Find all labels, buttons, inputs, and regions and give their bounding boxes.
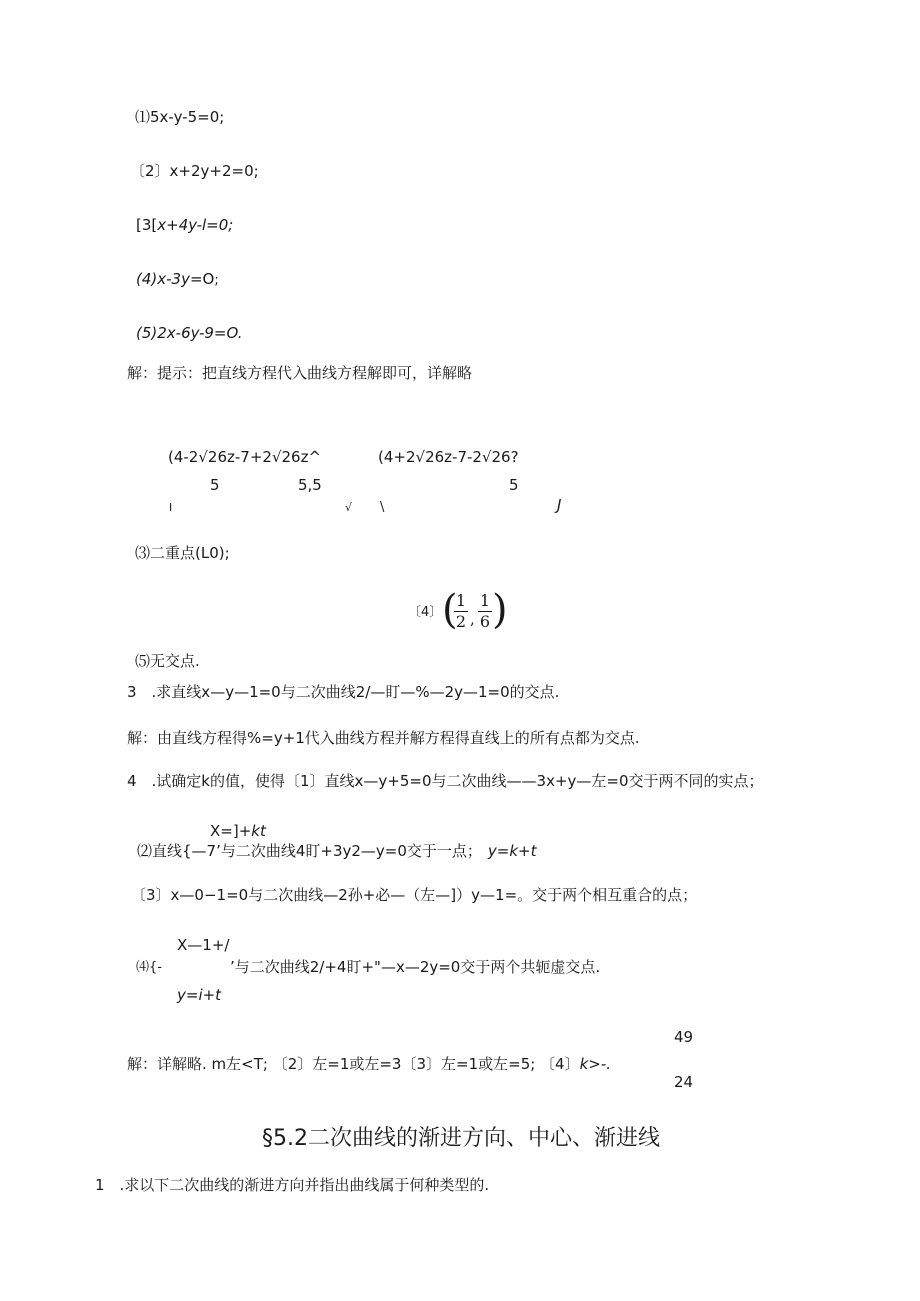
point-right: (4+2√26z-7-2√26? <box>378 448 519 466</box>
fraction-2-numerator: 1 <box>479 591 491 610</box>
section-title: §5.2二次曲线的渐进方向、中心、渐进线 <box>262 1126 660 1151</box>
fragment-j: J <box>557 496 562 514</box>
answer-4 <box>127 1057 611 1072</box>
fraction-2-denominator: 6 <box>479 611 491 631</box>
denominator-c: 5 <box>509 476 519 494</box>
q4-4-top: X—1+/ <box>177 936 230 954</box>
eq-4-body: (4)x-3y <box>136 270 190 288</box>
q4-4-bottom: y=i+t <box>177 986 222 1004</box>
fraction-1-numerator: 1 <box>455 591 467 610</box>
question-1: 1 .求以下二次曲线的渐进方向并指出曲线属于何种类型的. <box>95 1176 490 1194</box>
q4-2 <box>137 844 537 859</box>
paren-left: ( <box>442 587 458 633</box>
solution-1: 解：提示：把直线方程代入曲线方程解即可，详解略 <box>127 364 473 382</box>
answer-4-text: 解：详解略. m左<T; 〔2〕左=1或左=3〔3〕左=1或左=5; 〔4〕 <box>127 1055 580 1073</box>
q4-2-italic: y=k+t <box>487 842 537 860</box>
answer-numerator: 49 <box>674 1028 694 1046</box>
result-3: ⑶二重点(L0); <box>135 544 230 562</box>
fraction-2 <box>478 592 492 630</box>
fraction-1-denominator: 2 <box>455 611 467 631</box>
denominator-a: 5 <box>210 476 220 494</box>
eq-3-body: x+4y-l=0; <box>157 216 234 234</box>
q4-2-text: ⑵直线{—7’与二次曲线4盯+3y2—y=0交于一点； <box>137 842 482 860</box>
solution-3: 解：由直线方程得%=y+1代入曲线方程并解方程得直线上的所有点都为交点. <box>127 729 640 747</box>
eq-4-end: ; <box>214 273 219 288</box>
question-3: 3 .求直线x—y—1=0与二次曲线2/—盯—%—2y—1=0的交点. <box>127 683 560 701</box>
fragment-sqrt: √ <box>345 501 353 514</box>
fraction-1 <box>454 592 468 630</box>
q4-3: 〔3〕x—0−1=0与二次曲线—2孙+必—（左—]）y—1=。交于两个相互重合的点； <box>131 886 698 904</box>
eq-4 <box>136 272 219 287</box>
answer-denominator: 24 <box>674 1073 694 1091</box>
fraction-comma: , <box>470 610 475 628</box>
eq-3 <box>136 218 233 233</box>
q4-4-brace: ⑷{- <box>136 960 162 975</box>
fragment-backslash: \ <box>380 500 385 515</box>
eq-5: (5)2x-6y-9=O. <box>136 324 243 342</box>
eq-3-prefix: [3[ <box>136 216 158 234</box>
eq-2: 〔2〕x+2y+2=0; <box>130 162 259 180</box>
result-4-label: 〔4〕 <box>408 605 443 620</box>
q4-2-top-italic: kt <box>251 822 266 840</box>
q4-4: ’与二次曲线2/+4盯+"—x—2y=0交于两个共轭虚交点. <box>230 958 601 976</box>
answer-4-italic: k>-. <box>579 1055 612 1073</box>
fragment-i: I <box>169 501 173 514</box>
eq-1: ⑴5x-y-5=0; <box>135 108 225 126</box>
result-5: ⑸无交点. <box>135 652 200 670</box>
paren-right: ) <box>492 587 508 633</box>
q4-2-top <box>210 824 266 839</box>
eq-4-rhs: =O <box>189 270 215 288</box>
point-left: (4-2√26z-7+2√26z^ <box>168 448 322 466</box>
question-4: 4 .试确定k的值，使得〔1〕直线x—y+5=0与二次曲线——3x+y—左=0交于两不同的实点； <box>127 772 764 790</box>
denominator-b: 5,5 <box>298 476 322 494</box>
q4-2-top-text: X=]+ <box>210 822 252 840</box>
